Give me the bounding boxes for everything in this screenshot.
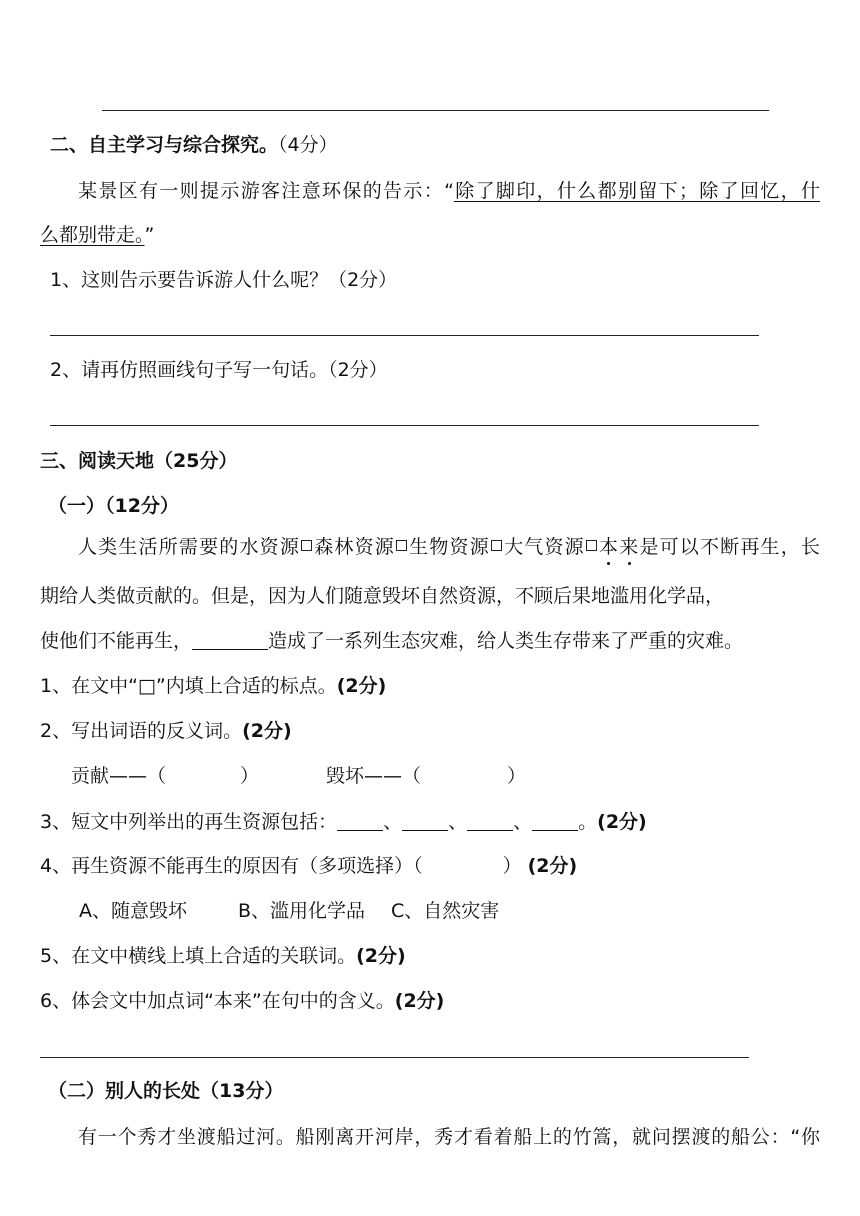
antonym-2 xyxy=(326,767,526,786)
notice-close: ” xyxy=(144,224,155,246)
part1-question-2 xyxy=(40,722,292,741)
section2-question-1: 1、这则告示要告诉游人什么呢？（2分） xyxy=(50,269,398,291)
separator: 、 xyxy=(448,811,468,833)
paren-close: ） xyxy=(502,855,522,877)
punctuation-box[interactable] xyxy=(396,540,407,551)
answer-line-q6[interactable] xyxy=(40,1057,749,1058)
para-text: 森林资源 xyxy=(313,536,395,558)
part1-question-5 xyxy=(40,947,406,966)
part1-para-line2: 期给人类做贡献的。但是，因为人们随意毁坏自然资源，不顾后果地滥用化学品， xyxy=(40,585,725,607)
punctuation-box[interactable] xyxy=(301,540,312,551)
notice-quote-line2: 么都别带走。 xyxy=(40,224,145,246)
question-score: (2分) xyxy=(527,855,578,877)
question-score: (2分) xyxy=(356,945,406,967)
question-text: 1、在文中“□”内填上合适的标点。 xyxy=(40,675,337,697)
dotted-word-char: 来 xyxy=(619,536,640,558)
part1-question-3 xyxy=(40,812,647,832)
section2-question-2: 2、请再仿照画线句子写一句话。（2分） xyxy=(50,359,388,381)
antonym-label: 毁坏——（ xyxy=(326,765,422,787)
answer-line-q1[interactable] xyxy=(50,335,759,336)
conjunction-blank[interactable] xyxy=(192,631,268,650)
option-b[interactable]: B、滥用化学品 xyxy=(238,900,366,922)
part1-title: （一）（12分） xyxy=(48,495,179,517)
notice-intro: 某景区有一则提示游客注意环保的告示：“ xyxy=(78,180,454,202)
section2-heading xyxy=(50,136,338,155)
section2-notice-line1 xyxy=(78,182,820,201)
para-text: 造成了一系列生态灾难，给人类生存带来了严重的灾难。 xyxy=(268,630,744,652)
part1-para-line1 xyxy=(78,538,820,557)
answer-blank[interactable] xyxy=(402,812,448,831)
question-text: 6、体会文中加点词“本来”在句中的含义。 xyxy=(40,990,395,1012)
section2-title: 二、自主学习与综合探究。 xyxy=(50,134,279,156)
para-text: 大气资源 xyxy=(502,536,585,558)
antonym-close: ） xyxy=(240,765,260,787)
section3-title: 三、阅读天地（25分） xyxy=(40,450,238,472)
part1-question-6 xyxy=(40,992,444,1011)
para-text: 生物资源 xyxy=(408,536,490,558)
question-text: 4、再生资源不能再生的原因有（多项选择）（ xyxy=(40,855,423,877)
question-score: (2分) xyxy=(394,990,445,1012)
question-score: (2分) xyxy=(597,811,647,833)
antonym-1 xyxy=(71,767,259,786)
answer-blank[interactable] xyxy=(337,812,383,831)
option-a[interactable]: A、随意毁坏 xyxy=(79,900,187,922)
section2-notice-line2 xyxy=(40,226,154,245)
punctuation-box[interactable] xyxy=(491,540,502,551)
section2-score: （4分） xyxy=(278,134,338,156)
notice-quote-line1: 除了脚印，什么都别留下；除了回忆，什 xyxy=(453,180,820,202)
part1-question-4 xyxy=(40,857,577,876)
answer-blank[interactable] xyxy=(532,812,578,831)
para-text: 是可以不断再生，长 xyxy=(639,536,820,558)
question-text: 3、短文中列举出的再生资源包括： xyxy=(40,811,338,833)
question-score: (2分) xyxy=(336,675,387,697)
period: 。 xyxy=(578,811,598,833)
separator: 、 xyxy=(383,811,403,833)
option-c[interactable]: C、自然灾害 xyxy=(391,900,500,922)
para-text: 人类生活所需要的水资源 xyxy=(78,536,301,558)
part2-para-line1: 有一个秀才坐渡船过河。船刚离开河岸，秀才看着船上的竹篙，就问摆渡的船公：“你 xyxy=(78,1126,820,1148)
antonym-close: ） xyxy=(507,765,527,787)
punctuation-box[interactable] xyxy=(586,540,597,551)
answer-line-q2[interactable] xyxy=(50,425,759,426)
part2-title: （二）别人的长处（13分） xyxy=(48,1080,284,1102)
question-text: 2、写出词语的反义词。 xyxy=(40,720,243,742)
antonym-label: 贡献——（ xyxy=(71,765,167,787)
part1-question-1 xyxy=(40,677,386,696)
question-score: (2分) xyxy=(242,720,292,742)
para-text: 使他们不能再生， xyxy=(40,630,193,652)
question-text: 5、在文中横线上填上合适的关联词。 xyxy=(40,945,357,967)
separator: 、 xyxy=(513,811,533,833)
top-answer-line xyxy=(102,110,769,111)
part1-para-line3 xyxy=(40,631,743,651)
answer-blank[interactable] xyxy=(467,812,513,831)
dotted-word-char: 本 xyxy=(597,536,620,558)
